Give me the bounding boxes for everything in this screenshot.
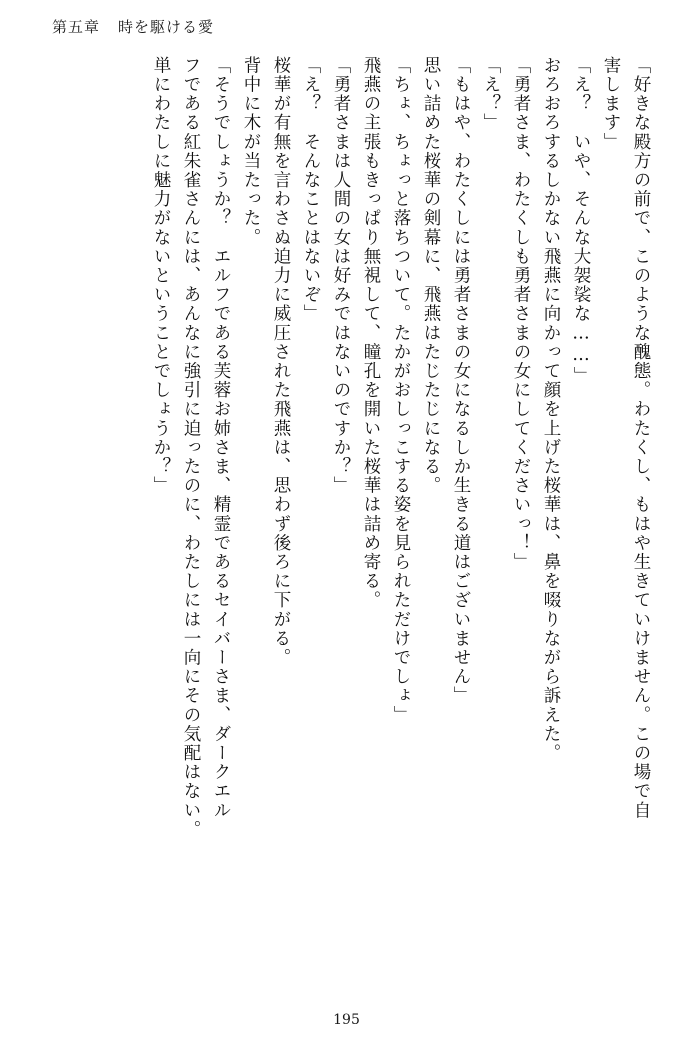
text-line: 「え？ いや、そんな大袈裟な……」 <box>571 56 591 386</box>
text-line: 思い詰めた桜華の剣幕に、飛燕はたじたじになる。 <box>421 56 441 496</box>
text-line: 「え？ そんなことはないぞ」 <box>301 56 321 324</box>
text-line: 「好きな殿方の前で、このような醜態。わたくし、もはや生きていけません。この場で自 <box>631 56 651 820</box>
text-line: 「もはや、わたくしには勇者さまの女になるしか生きる道はございません」 <box>451 56 471 706</box>
text-line: 背中に木が当たった。 <box>241 56 261 247</box>
text-line: 飛燕の主張もきっぱり無視して、瞳孔を開いた桜華は詰め寄る。 <box>361 56 381 610</box>
text-line: 単にわたしに魅力がないということでしょうか？」 <box>151 56 171 496</box>
text-line: 「勇者さま、わたくしも勇者さまの女にしてくださいっ！」 <box>511 56 531 572</box>
text-line: 害します」 <box>601 56 621 152</box>
page-number: 195 <box>333 1012 360 1028</box>
text-line: 「勇者さまは人間の女は好みではないのですか？」 <box>331 56 351 496</box>
text-line: おろおろするしかない飛燕に向かって顔を上げた桜華は、鼻を啜りながら訴えた。 <box>541 56 561 763</box>
text-line: フである紅朱雀さんには、あんなに強引に迫ったのに、わたしには一向にその気配はない。 <box>181 56 201 840</box>
running-head <box>52 16 214 37</box>
vertical-text-body <box>49 56 649 986</box>
text-line: 桜華が有無を言わさぬ迫力に威圧された飛燕は、思わず後ろに下がる。 <box>271 56 291 668</box>
text-line: 「ちょ、ちょっと落ちついて。たかがおしっこする姿を見られただけでしょ」 <box>391 56 411 725</box>
text-line: 「え？」 <box>481 56 501 133</box>
chapter-title: 時を駆ける愛 <box>118 18 215 36</box>
chapter-number: 第五章 <box>52 18 101 36</box>
text-line: 「そうでしょうか？ エルフである芙蓉お姉さま、精霊であるセイバーさま、ダークエル <box>211 56 231 820</box>
